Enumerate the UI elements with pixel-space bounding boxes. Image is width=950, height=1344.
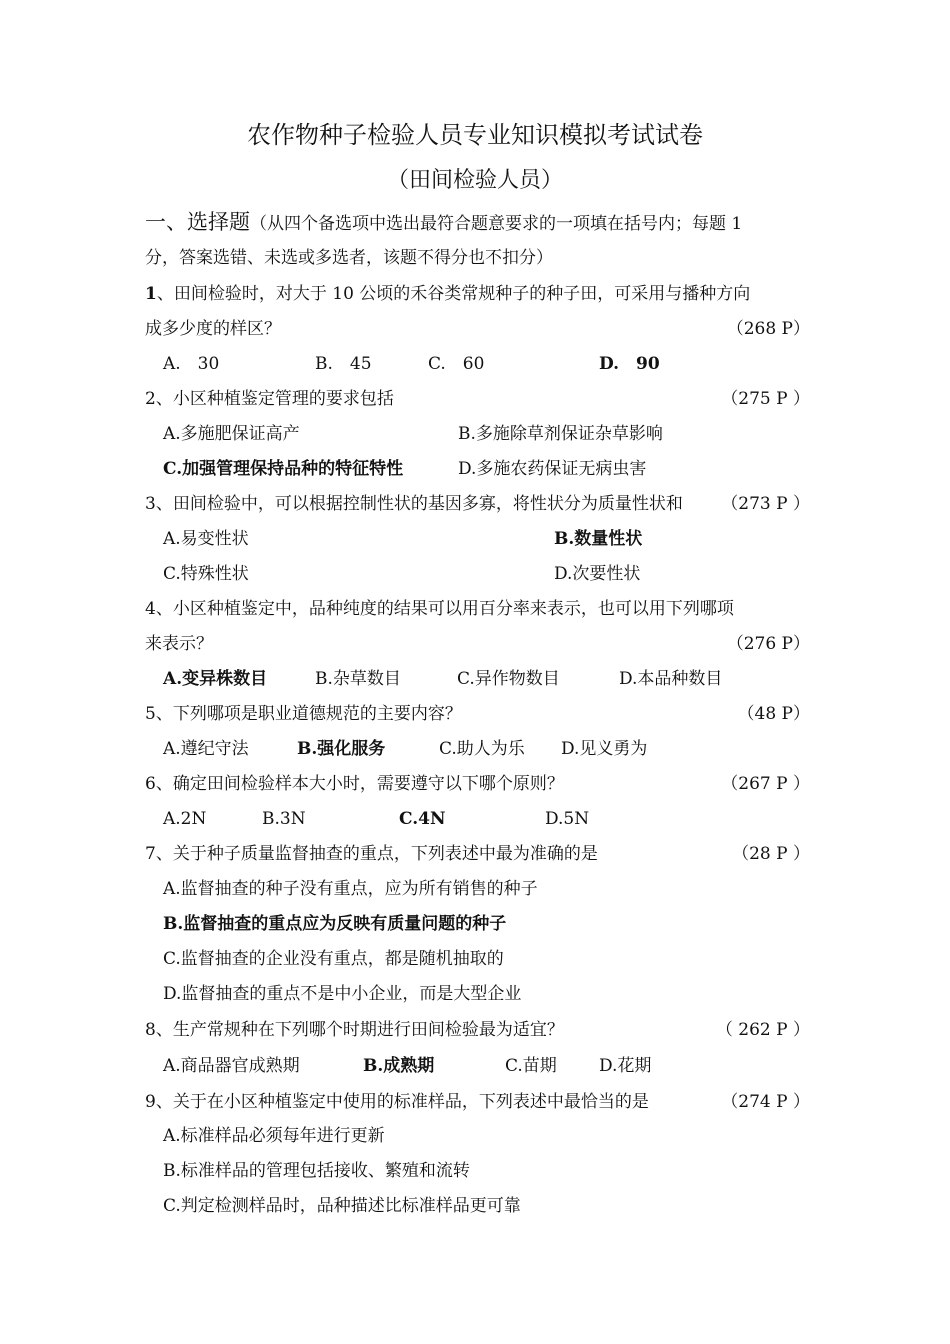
option-d: D.多施农药保证无病虫害	[458, 459, 647, 479]
question-3-line1: 3、田间检验中，可以根据控制性状的基因多寡，将性状分为质量性状和 （273 P ）	[145, 489, 810, 519]
page-reference: （274 P ）	[721, 1092, 810, 1112]
option-b: B. 45	[315, 354, 372, 374]
section-header	[145, 207, 810, 239]
option-a: A.2N	[163, 809, 207, 829]
question-6-line1: 6、确定田间检验样本大小时，需要遵守以下哪个原则？ （267 P ）	[145, 769, 810, 799]
exam-page: 农作物种子检验人员专业知识模拟考试试卷 （田间检验人员） 一、选择题（从四个备选项中选出最符合题意要求的一项填在括号内；每题 1 分，答案选错、未选或多选者，该题不得分也不扣分） 1、田间检验时，对大于 10 公顷的禾谷类常规种子的种子田，可采用与播种方向 成多少度的样区？ （268 P） A. 30 B. 45 C. 60 D. 90 2、小区种植鉴定管理的要求包括 （275 P ） A.多施肥保证高产 B.多施除草剂保证杂草影响 C.加强管理保持品种的特征特性 D.多施农药保证无病虫害 3、田间检验中，可以根据控制性状的基因多寡，将性状分为质量性状和 （273 P ） A.易变性状 B.数量性状 C.特殊性状 D.次要性状 4、小区种植鉴定中，品种纯度的结果可以用百分率来表示，也可以用下列哪项 来表示？ （276 P） A.变异株数目 B.杂草数目 C.异作物数目 D.本品种数目 5、下列哪项是职业道德规范的主要内容？ （48 P） A.遵纪守法 B.强化服务 C.助人为乐 D.见义勇为 6、确定田间检验样本大小时，需要遵守以下哪个原则？ （267 P ） A.2N B.3N C.4N D.5N 7、关于种子质量监督抽查的重点，下列表述中最为准确的是 （28 P ） A.监督抽查的种子没有重点，应为所有销售的种子 B.监督抽查的重点应为反映有质量问题的种子 C.监督抽查的企业没有重点，都是随机抽取的 D.监督抽查的重点不是中小企业，而是大型企业 8、生产常规种在下列哪个时期进行田间检验最为适宜？ （ 262 P ） A.商品器官成熟期 B.成熟期 C.苗期 D.花期 9、关于在小区种植鉴定中使用的标准样品，下列表述中最恰当的是 （274 P ） A.标准样品必须每年进行更新 B.标准样品的管理包括接收、繁殖和流转 C.判定检测样品时，品种描述比标准样品更可靠	[0, 0, 950, 1344]
question-1-line1: 1、田间检验时，对大于 10 公顷的禾谷类常规种子的种子田，可采用与播种方向	[145, 284, 751, 304]
page-reference: （ 262 P ）	[715, 1020, 810, 1040]
question-number: 4	[145, 599, 156, 619]
option-b: B.3N	[262, 809, 306, 829]
option-c: C.助人为乐	[439, 739, 525, 759]
page-reference: （267 P ）	[721, 774, 810, 794]
option-d: D.次要性状	[554, 564, 641, 584]
section-note-line1: （从四个备选项中选出最符合题意要求的一项填在括号内；每题 1	[250, 214, 743, 234]
question-8-line1: 8、生产常规种在下列哪个时期进行田间检验最为适宜？ （ 262 P ）	[145, 1015, 810, 1045]
option-b: B.成熟期	[363, 1056, 435, 1076]
option-d: D.5N	[545, 809, 590, 829]
option-d: D.见义勇为	[561, 739, 648, 759]
option-c: C.异作物数目	[457, 669, 560, 689]
option-a: A. 30	[163, 354, 220, 374]
page-reference: （276 P）	[726, 634, 810, 654]
option-a: A.遵纪守法	[163, 739, 249, 759]
option-b: B.多施除草剂保证杂草影响	[458, 424, 663, 444]
question-number: 9	[145, 1092, 156, 1112]
option-a: A.商品器官成熟期	[163, 1056, 300, 1076]
option-d: D.花期	[599, 1056, 652, 1076]
question-4-line1: 4、小区种植鉴定中，品种纯度的结果可以用百分率来表示，也可以用下列哪项	[145, 599, 734, 619]
option-a: A.变异株数目	[163, 669, 268, 689]
page-title: 农作物种子检验人员专业知识模拟考试试卷	[247, 121, 703, 149]
question-1-line2: 成多少度的样区？ （268 P）	[145, 314, 810, 344]
question-number: 7	[145, 844, 156, 864]
question-number: 5	[145, 704, 156, 724]
question-number: 3	[145, 494, 156, 514]
option-c: C. 60	[428, 354, 485, 374]
section-note-line2: 分，答案选错、未选或多选者，该题不得分也不扣分）	[145, 248, 553, 268]
option-a: A.多施肥保证高产	[163, 424, 300, 444]
option-b: B.强化服务	[297, 739, 386, 759]
question-9-line1: 9、关于在小区种植鉴定中使用的标准样品，下列表述中最恰当的是 （274 P ）	[145, 1087, 810, 1117]
question-number: 2	[145, 389, 156, 409]
question-number: 6	[145, 774, 156, 794]
page-reference: （273 P ）	[721, 494, 810, 514]
option-c: C.加强管理保持品种的特征特性	[163, 459, 404, 479]
question-5-line1: 5、下列哪项是职业道德规范的主要内容？ （48 P）	[145, 699, 810, 729]
option-d: D.本品种数目	[619, 669, 723, 689]
option-b: B.数量性状	[554, 529, 643, 549]
page-reference: （268 P）	[726, 319, 810, 339]
option-a: A.易变性状	[163, 529, 249, 549]
question-2-line1: 2、小区种植鉴定管理的要求包括 （275 P ）	[145, 384, 810, 414]
question-7-line1: 7、关于种子质量监督抽查的重点，下列表述中最为准确的是 （28 P ）	[145, 839, 810, 869]
page-reference: （28 P ）	[732, 844, 810, 864]
option-d: D. 90	[599, 354, 660, 374]
page-reference: （48 P）	[737, 704, 810, 724]
option-c: C.特殊性状	[163, 564, 249, 584]
option-b: B.杂草数目	[315, 669, 401, 689]
page-reference: （275 P ）	[721, 389, 810, 409]
question-number: 8	[145, 1020, 156, 1040]
question-4-line2: 来表示？ （276 P）	[145, 629, 810, 659]
section-heading: 一、选择题	[145, 210, 250, 234]
option-c: C.苗期	[505, 1056, 557, 1076]
page-subtitle: （田间检验人员）	[386, 168, 563, 193]
question-number: 1	[145, 284, 157, 304]
option-c: C.4N	[399, 809, 446, 829]
